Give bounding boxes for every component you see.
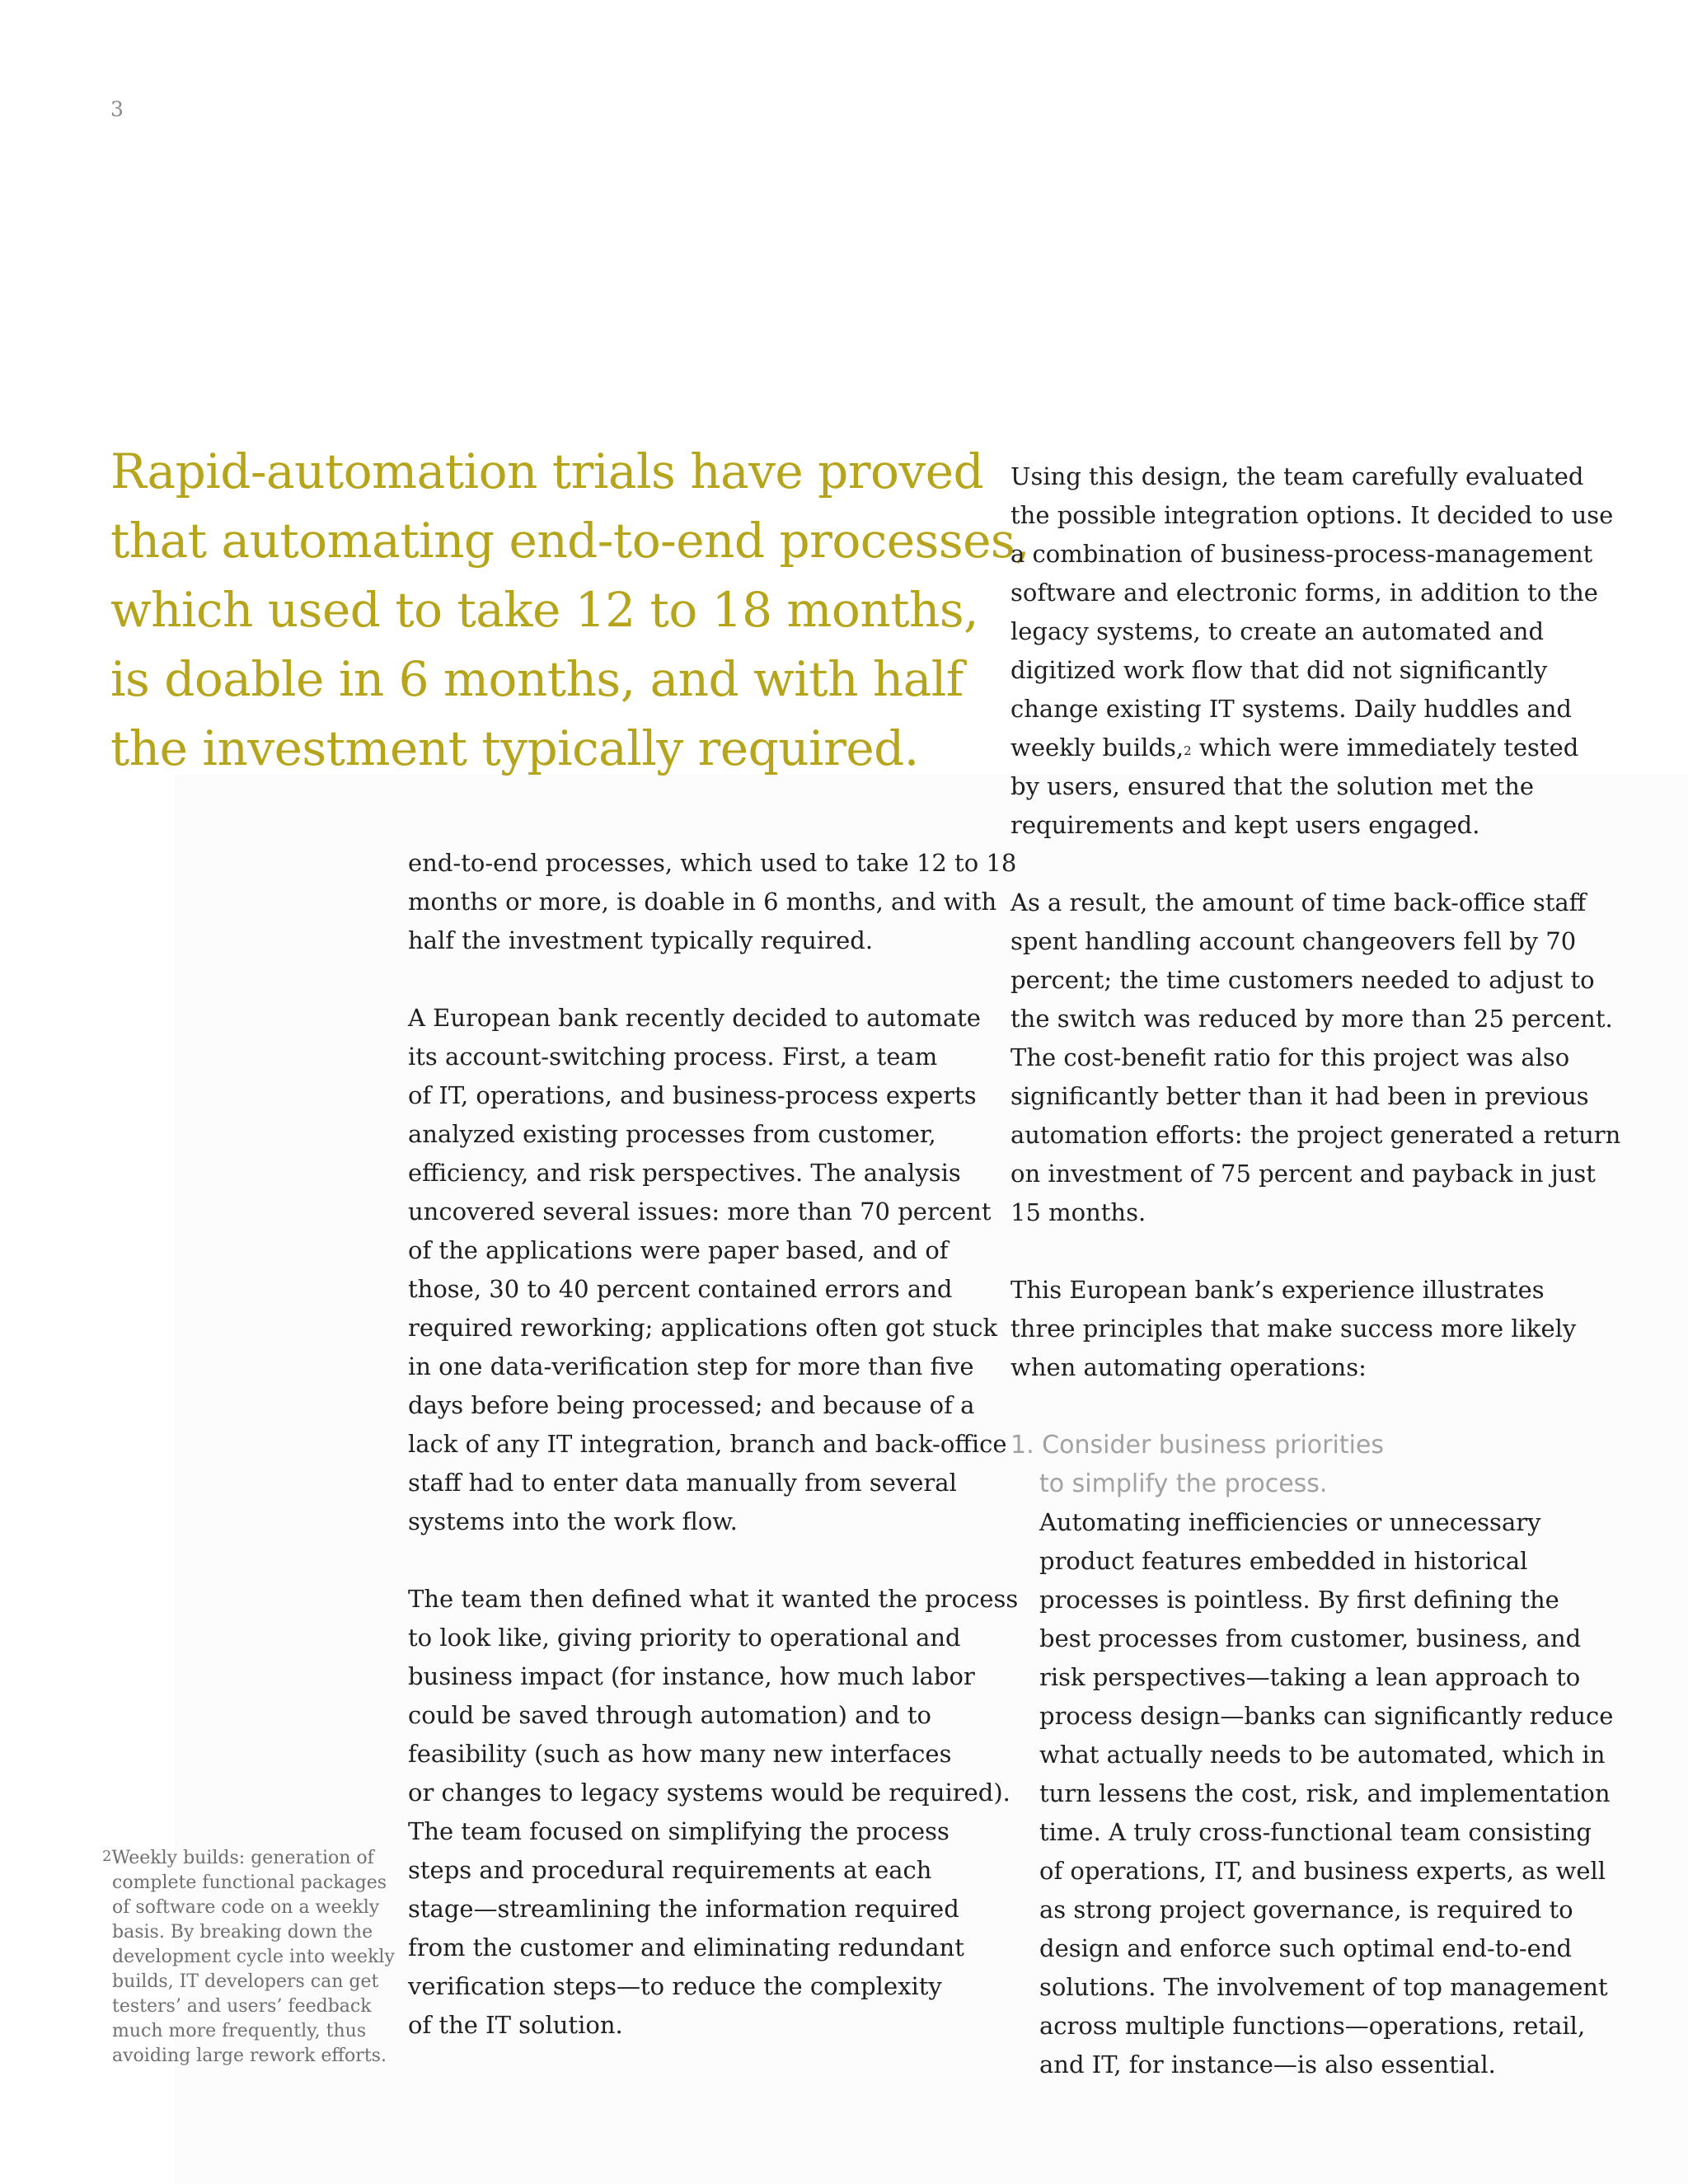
body-line: percent; the time customers needed to adjust to — [1010, 966, 1595, 994]
body-line: or changes to legacy systems would be required). — [408, 1779, 1010, 1807]
body-line: solutions. The involvement of top management — [1039, 1973, 1608, 2001]
body-line: The cost-benefit ratio for this project was also — [1010, 1043, 1570, 1071]
body-line: digitized work flow that did not significantly — [1010, 656, 1548, 684]
footnote-text: Weekly builds: generation of — [111, 1848, 374, 1868]
pull-quote-line: Rapid-automation trials have proved — [110, 443, 984, 499]
body-line: automation efforts: the project generated a return — [1010, 1121, 1621, 1149]
body-line: lack of any IT integration, branch and back-office — [408, 1430, 1007, 1458]
body-text: which were immediately tested — [1191, 733, 1579, 762]
body-line: a combination of business-process-management — [1010, 540, 1593, 568]
body-line: by users, ensured that the solution met the — [1010, 772, 1535, 800]
footnote-line: complete functional packages — [112, 1872, 387, 1893]
body-line: as strong project governance, is required to — [1039, 1896, 1573, 1924]
body-line: time. A truly cross-functional team consisting — [1039, 1818, 1592, 1846]
footnote-line: basis. By breaking down the — [112, 1922, 373, 1943]
body-line: could be saved through automation) and to — [408, 1701, 931, 1729]
body-line: spent handling account changeovers fell by 70 — [1010, 927, 1577, 955]
body-line: on investment of 75 percent and payback in just — [1010, 1160, 1596, 1188]
body-line: and IT, for instance—is also essential. — [1039, 2050, 1496, 2079]
body-line: As a result, the amount of time back-office staff — [1010, 888, 1587, 916]
body-line: half the investment typically required. — [408, 926, 874, 954]
body-line: change existing IT systems. Daily huddles and — [1010, 695, 1572, 723]
body-line: processes is pointless. By first defining the — [1039, 1586, 1559, 1614]
body-line: of the IT solution. — [408, 2011, 623, 2039]
body-line: 15 months. — [1010, 1198, 1146, 1226]
body-line: stage—streamlining the information required — [408, 1895, 959, 1923]
footnote-line: testers’ and users’ feedback — [112, 1996, 372, 2017]
body-line: feasibility (such as how many new interfaces — [408, 1740, 952, 1768]
body-line: of IT, operations, and business-process experts — [408, 1081, 977, 1109]
body-line: across multiple functions—operations, retail, — [1039, 2012, 1586, 2040]
pull-quote-line: that automating end-to-end processes, — [110, 513, 1030, 569]
body-line: This European bank’s experience illustrates — [1010, 1276, 1545, 1304]
body-line: turn lessens the cost, risk, and implementation — [1039, 1779, 1611, 1807]
page-number: 3 — [110, 97, 124, 121]
footnote-line: development cycle into weekly — [112, 1947, 395, 1967]
footnote — [102, 1846, 395, 2069]
body-line: uncovered several issues: more than 70 percent — [408, 1197, 992, 1226]
pull-quote — [110, 437, 1030, 783]
body-line: Automating inefficiencies or unnecessary — [1039, 1508, 1541, 1536]
footnote-line: of software code on a weekly — [112, 1897, 380, 1918]
footnote-line — [102, 1846, 391, 1871]
body-line: requirements and kept users engaged. — [1010, 811, 1480, 839]
body-line: efficiency, and risk perspectives. The analysis — [408, 1159, 961, 1187]
body-line: required reworking; applications often got stuck — [408, 1314, 998, 1342]
principle-heading: 1. Consider business priorities — [1010, 1431, 1385, 1460]
footnote-marker: 2 — [102, 1848, 112, 1865]
body-line: risk perspectives—taking a lean approach to — [1039, 1663, 1581, 1691]
pull-quote-line: the investment typically required. — [110, 720, 919, 776]
body-line: the switch was reduced by more than 25 percent. — [1010, 1005, 1613, 1033]
body-line: those, 30 to 40 percent contained errors and — [408, 1275, 953, 1303]
body-text: weekly builds, — [1010, 733, 1184, 762]
body-line: days before being processed; and because of a — [408, 1391, 975, 1419]
body-line: staff had to enter data manually from several — [408, 1469, 957, 1497]
body-line: months or more, is doable in 6 months, and with — [408, 888, 997, 916]
footnote-line: much more frequently, thus — [112, 2021, 367, 2041]
body-line: product features embedded in historical — [1039, 1547, 1528, 1575]
body-line: in one data-verification step for more than five — [408, 1352, 974, 1380]
body-line: process design—banks can significantly reduce — [1039, 1702, 1614, 1730]
body-line: verification steps—to reduce the complexity — [408, 1972, 942, 2000]
body-line: its account-switching process. First, a team — [408, 1043, 938, 1071]
body-line: from the customer and eliminating redundant — [408, 1933, 964, 1961]
footnote-reference[interactable]: 2 — [1184, 743, 1192, 758]
body-line: significantly better than it had been in previous — [1010, 1082, 1589, 1110]
middle-column — [408, 844, 1018, 2045]
right-column — [1010, 457, 1620, 2084]
principle-heading: to simplify the process. — [1039, 1469, 1328, 1498]
pull-quote-line: which used to take 12 to 18 months, — [110, 582, 979, 638]
body-line: Using this design, the team carefully evaluated — [1010, 462, 1584, 490]
body-line: to look like, giving priority to operational and — [408, 1624, 961, 1652]
body-line: of operations, IT, and business experts, as well — [1039, 1857, 1606, 1885]
body-line: software and electronic forms, in addition to the — [1010, 579, 1598, 607]
body-line: A European bank recently decided to automate — [408, 1004, 981, 1032]
pull-quote-line: is doable in 6 months, and with half — [110, 651, 964, 707]
body-line: three principles that make success more likely — [1010, 1315, 1577, 1343]
body-line: legacy systems, to create an automated and — [1010, 617, 1545, 645]
body-line-with-footnote-ref — [1010, 729, 1620, 767]
body-line: The team focused on simplifying the process — [408, 1817, 950, 1845]
footnote-line: avoiding large rework efforts. — [112, 2046, 387, 2066]
body-line: design and enforce such optimal end-to-end — [1039, 1934, 1573, 1962]
body-line: analyzed existing processes from customer, — [408, 1120, 936, 1148]
body-line: business impact (for instance, how much labor — [408, 1662, 975, 1690]
body-line: systems into the work flow. — [408, 1507, 738, 1535]
body-line: the possible integration options. It decided to use — [1010, 501, 1614, 529]
body-line: best processes from customer, business, and — [1039, 1624, 1582, 1652]
body-line: when automating operations: — [1010, 1353, 1367, 1381]
body-line: of the applications were paper based, and of — [408, 1236, 949, 1264]
body-line: what actually needs to be automated, which in — [1039, 1741, 1606, 1769]
body-line: The team then defined what it wanted the process — [408, 1585, 1019, 1613]
body-line: end-to-end processes, which used to take 12 to 18 — [408, 849, 1017, 877]
body-line: steps and procedural requirements at each — [408, 1856, 932, 1884]
footnote-line: builds, IT developers can get — [112, 1971, 379, 1992]
